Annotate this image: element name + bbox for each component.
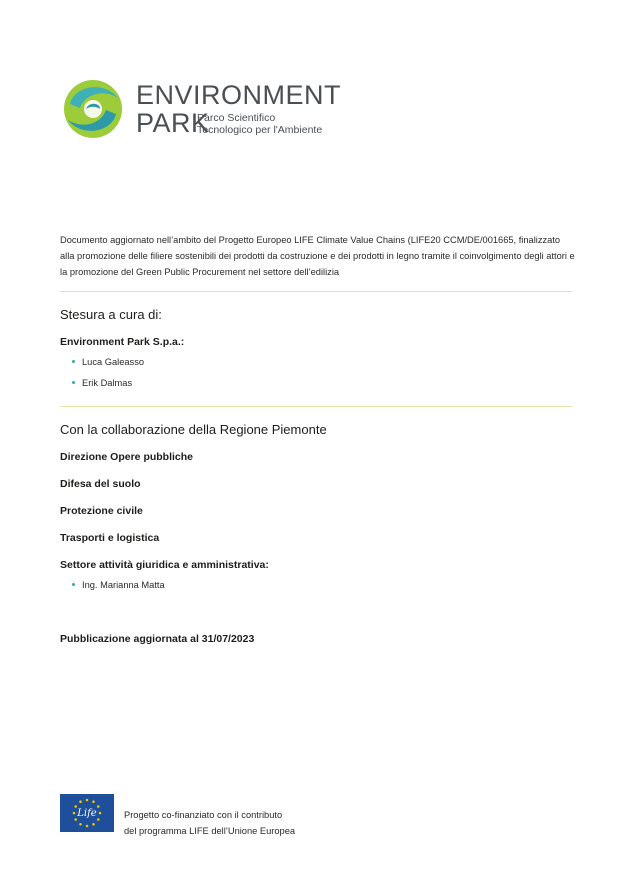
footer-line1: Progetto co-finanziato con il contributo	[124, 810, 283, 820]
logo-subtitle	[197, 112, 322, 136]
footer-line2: del programma LIFE dell’Unione Europea	[124, 826, 296, 836]
divider	[60, 406, 572, 407]
logo-title: ENVIRONMENT	[136, 80, 342, 110]
person-name: Luca Galeasso	[82, 357, 145, 367]
bullet-dot-icon	[72, 360, 75, 363]
list-item	[72, 580, 165, 590]
person-name: Ing. Marianna Matta	[82, 580, 165, 590]
environment-park-logo	[60, 78, 350, 140]
settore-heading: Settore attività giuridica e amministrativa:	[60, 559, 269, 571]
environment-park-logo-mark-icon	[60, 78, 126, 140]
collaborazione-item: Difesa del suolo	[60, 478, 141, 490]
logo-subtitle-line1: Parco Scientifico	[197, 112, 276, 124]
list-item	[72, 357, 144, 367]
pubblicazione-date: Pubblicazione aggiornata al 31/07/2023	[60, 633, 255, 645]
bullet-dot-icon	[72, 583, 75, 586]
person-name: Erik Dalmas	[82, 378, 133, 388]
list-item	[72, 378, 132, 388]
bullet-dot-icon	[72, 381, 75, 384]
divider	[60, 291, 572, 292]
collaborazione-heading: Con la collaborazione della Regione Piemonte	[60, 422, 327, 437]
life-logo-text: Life	[77, 808, 97, 819]
collaborazione-item: Trasporti e logistica	[60, 532, 160, 544]
logo-subtitle-line2: Tecnologico per l'Ambiente	[197, 124, 323, 136]
logo-park: PARK	[136, 108, 210, 138]
stesura-heading: Stesura a cura di:	[60, 307, 162, 322]
collaborazione-item: Protezione civile	[60, 505, 143, 517]
stesura-org: Environment Park S.p.a.:	[60, 336, 185, 348]
footer-cofinanziato	[124, 807, 329, 839]
intro-paragraph: Documento aggiornato nell’ambito del Progetto Europeo LIFE Climate Value Chains (LIFE20 CCM/DE/001665, finalizzato alla promozione delle filiere sostenibili dei prodotti da costruzione e dei prodotti in legno tramite il coinvolgimento degli attori e la promozione del Green Public Procurement nel settore dell’edilizia	[60, 235, 575, 277]
eu-life-flag-icon	[60, 794, 114, 832]
collaborazione-item: Direzione Opere pubbliche	[60, 451, 194, 463]
